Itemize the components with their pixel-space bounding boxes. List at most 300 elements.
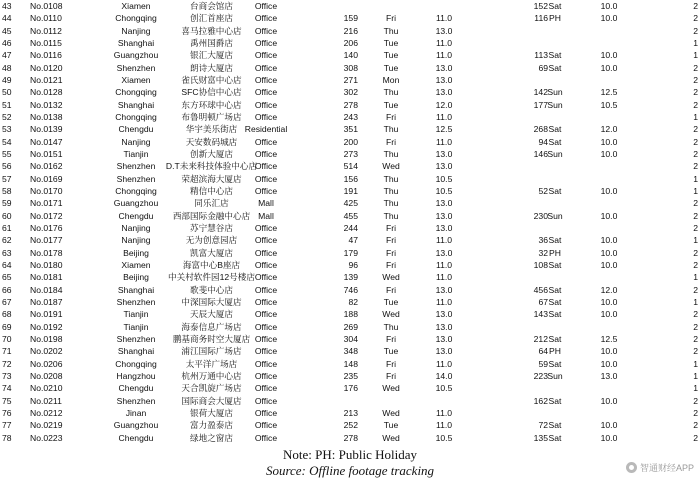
cell-weekday-1: Wed — [382, 272, 400, 283]
cell-store-name: 海泰信息广场店 — [181, 321, 242, 332]
cell-row-index: 65 — [2, 272, 12, 283]
cell-store-number: No.0151 — [30, 148, 63, 159]
cell-store-number: No.0198 — [30, 333, 63, 344]
cell-store-type: Mall — [258, 198, 274, 209]
table-row — [0, 345, 700, 357]
cell-hours-1: 13.0 — [435, 210, 453, 221]
cell-count: 2 — [693, 247, 698, 258]
cell-store-name: 绿地之窗店 — [190, 432, 233, 443]
cell-footage-count-1: 235 — [343, 370, 358, 381]
cell-row-index: 46 — [2, 37, 12, 48]
cell-weekday-1: Fri — [385, 284, 397, 295]
cell-store-number: No.0112 — [30, 25, 62, 36]
table-row — [0, 247, 700, 259]
cell-footage-count-2: 230 — [533, 210, 548, 221]
cell-store-name: 创新大厦店 — [190, 148, 233, 159]
table-row — [0, 148, 700, 160]
cell-count: 2 — [693, 333, 698, 344]
cell-city: Nanjing — [121, 235, 151, 246]
cell-store-type: Office — [254, 235, 278, 246]
cell-weekday-1: Fri — [385, 259, 397, 270]
cell-row-index: 45 — [2, 25, 12, 36]
cell-hours-2: 12.0 — [600, 284, 618, 295]
cell-store-number: No.0170 — [30, 185, 63, 196]
watermark-logo-icon — [626, 462, 637, 473]
cell-hours-2: 10.0 — [600, 358, 618, 369]
cell-city: Guangzhou — [113, 50, 159, 61]
cell-footage-count-1: 278 — [343, 99, 358, 110]
cell-weekday-2: Sat — [548, 309, 562, 320]
cell-store-name: 银荷大厦店 — [190, 407, 233, 418]
cell-store-name: 天安数码城店 — [185, 136, 238, 147]
cell-footage-count-1: 351 — [343, 124, 358, 135]
cell-hours-1: 12.5 — [435, 124, 453, 135]
cell-store-name: 东方环球中心店 — [181, 99, 242, 110]
cell-store-number: No.0171 — [30, 198, 63, 209]
cell-store-name: 鹏基商务时空大厦店 — [172, 333, 251, 344]
cell-hours-1: 11.0 — [435, 136, 453, 147]
cell-hours-1: 14.0 — [435, 370, 453, 381]
cell-city: Chongqing — [115, 185, 157, 196]
cell-store-number: No.0120 — [30, 62, 63, 73]
cell-store-number: No.0192 — [30, 321, 63, 332]
cell-city: Chongqing — [115, 111, 157, 122]
cell-store-name: 创汇首座店 — [190, 13, 233, 24]
cell-weekday-2: Sat — [548, 136, 562, 147]
cell-count: 2 — [693, 210, 698, 221]
cell-count: 1 — [693, 296, 698, 307]
cell-row-index: 77 — [2, 420, 12, 431]
cell-count: 2 — [693, 420, 698, 431]
table-row — [0, 0, 700, 12]
cell-weekday-1: Fri — [385, 136, 397, 147]
cell-hours-2: 10.0 — [600, 309, 618, 320]
cell-footage-count-2: 59 — [538, 358, 548, 369]
cell-row-index: 75 — [2, 395, 12, 406]
cell-weekday-1: Thu — [383, 25, 399, 36]
cell-city: Shenzhen — [116, 161, 156, 172]
cell-weekday-1: Thu — [383, 210, 399, 221]
cell-hours-2: 10.0 — [600, 185, 618, 196]
cell-store-type: Office — [254, 420, 278, 431]
cell-store-name: 西部国际金融中心店 — [172, 210, 251, 221]
cell-weekday-1: Fri — [385, 222, 397, 233]
cell-store-name: 浦江国际广场店 — [181, 346, 242, 357]
cell-store-number: No.0178 — [30, 247, 63, 258]
cell-count: 1 — [693, 185, 698, 196]
cell-city: Guangzhou — [113, 198, 159, 209]
cell-footage-count-2: 32 — [538, 247, 548, 258]
cell-footage-count-1: 156 — [343, 173, 358, 184]
cell-hours-1: 13.0 — [435, 333, 453, 344]
cell-footage-count-1: 47 — [348, 235, 358, 246]
cell-city: Jinan — [125, 407, 147, 418]
cell-store-name: 国际商会大厦店 — [181, 395, 242, 406]
cell-count: 1 — [693, 358, 698, 369]
cell-footage-count-2: 268 — [533, 124, 548, 135]
cell-row-index: 68 — [2, 309, 12, 320]
cell-store-number: No.0110 — [30, 13, 62, 24]
cell-count: 1 — [693, 50, 698, 61]
cell-footage-count-1: 148 — [343, 358, 358, 369]
cell-count: 2 — [693, 136, 698, 147]
cell-footage-count-2: 223 — [533, 370, 548, 381]
table-note: Note: PH: Public Holiday — [283, 447, 417, 462]
cell-hours-2: 12.5 — [600, 333, 618, 344]
cell-weekday-1: Fri — [385, 235, 397, 246]
cell-store-number: No.0162 — [30, 161, 63, 172]
cell-row-index: 61 — [2, 222, 12, 233]
cell-count: 2 — [693, 62, 698, 73]
cell-footage-count-1: 139 — [343, 272, 358, 283]
cell-weekday-2: Sat — [548, 395, 562, 406]
cell-city: Shanghai — [117, 346, 155, 357]
cell-row-index: 60 — [2, 210, 12, 221]
cell-count: 1 — [693, 272, 698, 283]
cell-hours-2: 10.0 — [600, 395, 618, 406]
cell-hours-1: 11.0 — [435, 358, 453, 369]
cell-count: 2 — [693, 87, 698, 98]
cell-store-type: Office — [254, 395, 278, 406]
cell-footage-count-1: 96 — [348, 259, 358, 270]
cell-store-type: Office — [254, 383, 278, 394]
cell-city: Chengdu — [118, 383, 154, 394]
cell-footage-count-1: 206 — [343, 37, 358, 48]
table-row — [0, 74, 700, 86]
cell-hours-1: 10.5 — [435, 185, 453, 196]
cell-footage-count-2: 143 — [533, 309, 548, 320]
cell-weekday-1: Fri — [385, 333, 397, 344]
cell-count: 2 — [693, 395, 698, 406]
cell-store-number: No.0108 — [30, 1, 63, 11]
cell-hours-1: 11.0 — [435, 407, 453, 418]
table-row — [0, 49, 700, 61]
cell-store-name: 杭州万通中心店 — [181, 370, 242, 381]
cell-hours-1: 10.5 — [435, 173, 453, 184]
cell-count: 2 — [693, 74, 698, 85]
cell-city: Beijing — [123, 272, 149, 283]
cell-row-index: 50 — [2, 87, 12, 98]
cell-city: Chengdu — [118, 124, 154, 135]
cell-footage-count-2: 113 — [534, 50, 548, 61]
cell-city: Xiamen — [121, 74, 151, 85]
cell-footage-count-2: 94 — [538, 136, 548, 147]
cell-row-index: 63 — [2, 247, 12, 258]
cell-row-index: 53 — [2, 124, 12, 135]
cell-hours-2: 10.0 — [600, 50, 618, 61]
cell-weekday-2: Sat — [548, 1, 562, 11]
table-row — [0, 333, 700, 345]
cell-count: 2 — [693, 432, 698, 443]
cell-city: Chongqing — [115, 358, 157, 369]
cell-city: Hangzhou — [116, 370, 156, 381]
cell-weekday-1: Tue — [383, 62, 399, 73]
cell-weekday-2: Sun — [547, 87, 563, 98]
table-row — [0, 271, 700, 283]
cell-footage-count-2: 142 — [533, 87, 548, 98]
table-row — [0, 99, 700, 111]
cell-city: Xiamen — [121, 259, 151, 270]
table-row — [0, 185, 700, 197]
cell-count: 1 — [693, 173, 698, 184]
cell-city: Shenzhen — [116, 173, 156, 184]
cell-store-type: Office — [254, 62, 278, 73]
cell-city: Chengdu — [118, 210, 154, 221]
table-row — [0, 37, 700, 49]
cell-hours-1: 13.0 — [435, 346, 453, 357]
cell-store-type: Residential — [244, 124, 288, 135]
cell-row-index: 49 — [2, 74, 12, 85]
table-row — [0, 321, 700, 333]
cell-weekday-2: Sat — [548, 333, 562, 344]
cell-store-type: Office — [254, 99, 278, 110]
cell-footage-count-1: 216 — [343, 25, 358, 36]
cell-store-name: 喜马拉雅中心店 — [181, 25, 242, 36]
cell-weekday-2: Sun — [547, 99, 563, 110]
cell-weekday-2: PH — [549, 346, 561, 357]
cell-store-name: 精信中心店 — [190, 185, 233, 196]
cell-city: Xiamen — [121, 1, 151, 11]
cell-count: 2 — [693, 321, 698, 332]
cell-hours-2: 10.0 — [600, 247, 618, 258]
cell-count: 2 — [693, 309, 698, 320]
cell-weekday-1: Tue — [383, 50, 399, 61]
cell-store-number: No.0180 — [30, 259, 63, 270]
cell-footage-count-2: 116 — [534, 13, 548, 24]
cell-store-type: Office — [254, 296, 278, 307]
cell-count: 1 — [693, 235, 698, 246]
cell-hours-1: 11.0 — [435, 13, 453, 24]
cell-row-index: 56 — [2, 161, 12, 172]
cell-hours-2: 12.0 — [600, 124, 618, 135]
cell-store-number: No.0181 — [30, 272, 63, 283]
cell-footage-count-1: 514 — [343, 161, 358, 172]
cell-footage-count-2: 69 — [538, 62, 548, 73]
cell-hours-1: 10.5 — [435, 432, 453, 443]
cell-count: 2 — [693, 124, 698, 135]
cell-store-number: No.0210 — [30, 383, 63, 394]
cell-city: Nanjing — [121, 25, 151, 36]
cell-city: Shanghai — [117, 37, 155, 48]
cell-store-type: Office — [254, 148, 278, 159]
cell-row-index: 67 — [2, 296, 12, 307]
cell-footage-count-2: 36 — [538, 235, 548, 246]
cell-store-name: 中深国际大厦店 — [181, 296, 242, 307]
cell-store-number: No.0208 — [30, 370, 63, 381]
cell-city: Beijing — [123, 247, 149, 258]
table-row — [0, 382, 700, 394]
cell-hours-1: 13.0 — [435, 25, 453, 36]
table-row — [0, 358, 700, 370]
cell-store-type: Office — [254, 173, 278, 184]
cell-weekday-1: Tue — [383, 99, 399, 110]
cell-store-type: Office — [254, 185, 278, 196]
cell-weekday-1: Tue — [383, 296, 399, 307]
cell-footage-count-1: 269 — [343, 321, 358, 332]
cell-store-name: 歌斐中心店 — [190, 284, 233, 295]
cell-footage-count-1: 179 — [343, 247, 358, 258]
cell-count: 2 — [693, 198, 698, 209]
cell-store-type: Office — [254, 259, 278, 270]
cell-weekday-1: Thu — [383, 173, 399, 184]
cell-store-number: No.0206 — [30, 358, 63, 369]
cell-city: Guangzhou — [113, 420, 159, 431]
cell-hours-1: 11.0 — [435, 259, 453, 270]
cell-store-number: No.0176 — [30, 222, 63, 233]
cell-weekday-1: Wed — [382, 383, 400, 394]
cell-store-number: No.0147 — [30, 136, 63, 147]
cell-row-index: 72 — [2, 358, 12, 369]
cell-store-number: No.0202 — [30, 346, 63, 357]
table-row — [0, 395, 700, 407]
cell-store-name: 天合凯旋广场店 — [181, 383, 242, 394]
cell-footage-count-1: 176 — [343, 383, 358, 394]
cell-weekday-1: Thu — [383, 198, 399, 209]
cell-city: Chongqing — [115, 87, 157, 98]
cell-weekday-2: Sat — [548, 50, 562, 61]
cell-footage-count-1: 213 — [343, 407, 358, 418]
cell-hours-1: 13.0 — [435, 247, 453, 258]
cell-row-index: 71 — [2, 346, 12, 357]
cell-footage-count-1: 200 — [343, 136, 358, 147]
cell-footage-count-1: 159 — [343, 13, 358, 24]
cell-footage-count-2: 152 — [533, 1, 548, 11]
cell-count: 2 — [693, 407, 698, 418]
cell-hours-1: 13.0 — [435, 62, 453, 73]
cell-store-number: No.0169 — [30, 173, 63, 184]
cell-store-name: 无为创意园店 — [185, 235, 238, 246]
cell-weekday-1: Wed — [382, 161, 400, 172]
cell-hours-2: 10.0 — [600, 1, 618, 11]
cell-store-name: 富力盈泰店 — [190, 420, 233, 431]
cell-store-type: Office — [254, 333, 278, 344]
cell-hours-1: 13.0 — [435, 87, 453, 98]
cell-footage-count-1: 273 — [343, 148, 358, 159]
cell-store-type: Office — [254, 161, 278, 172]
cell-store-name: 太平洋广场店 — [185, 358, 238, 369]
cell-weekday-2: Sat — [548, 62, 562, 73]
cell-footage-count-1: 191 — [343, 185, 358, 196]
cell-footage-count-1: 304 — [343, 333, 358, 344]
cell-row-index: 47 — [2, 50, 12, 61]
cell-store-number: No.0212 — [30, 407, 63, 418]
cell-city: Chengdu — [118, 432, 154, 443]
cell-row-index: 44 — [2, 13, 12, 24]
cell-store-type: Office — [254, 87, 278, 98]
cell-row-index: 69 — [2, 321, 12, 332]
cell-store-name: 海富中心B座店 — [182, 259, 241, 270]
cell-row-index: 70 — [2, 333, 12, 344]
cell-count: 2 — [693, 284, 698, 295]
table-row — [0, 296, 700, 308]
cell-row-index: 48 — [2, 62, 12, 73]
cell-store-type: Office — [254, 309, 278, 320]
cell-store-type: Office — [254, 247, 278, 258]
cell-store-name: D.T未来科技体验中心店 — [165, 161, 258, 172]
cell-footage-count-2: 64 — [538, 346, 548, 357]
cell-store-name: 天辰大厦店 — [190, 309, 233, 320]
cell-weekday-2: Sat — [548, 185, 562, 196]
table-row — [0, 86, 700, 98]
cell-hours-1: 11.0 — [435, 420, 453, 431]
cell-hours-1: 11.0 — [435, 50, 453, 61]
cell-row-index: 55 — [2, 148, 12, 159]
cell-row-index: 66 — [2, 284, 12, 295]
cell-hours-1: 11.0 — [435, 235, 453, 246]
table-row — [0, 136, 700, 148]
cell-weekday-2: Sat — [548, 124, 562, 135]
table-row — [0, 12, 700, 24]
table-row — [0, 62, 700, 74]
cell-footage-count-2: 52 — [538, 185, 548, 196]
cell-store-number: No.0128 — [30, 87, 63, 98]
cell-weekday-1: Fri — [385, 111, 397, 122]
cell-footage-count-1: 82 — [348, 296, 358, 307]
cell-store-type: Office — [254, 321, 278, 332]
cell-store-type: Office — [254, 272, 278, 283]
cell-store-name: 华宇美乐街店 — [185, 124, 238, 135]
cell-store-number: No.0116 — [30, 50, 62, 61]
cell-footage-count-1: 278 — [343, 432, 358, 443]
cell-store-number: No.0177 — [30, 235, 63, 246]
table-row — [0, 25, 700, 37]
cell-store-name: 荣超滨海大厦店 — [181, 173, 242, 184]
cell-footage-count-2: 72 — [538, 420, 548, 431]
cell-row-index: 57 — [2, 173, 12, 184]
table-row — [0, 210, 700, 222]
cell-weekday-1: Wed — [382, 407, 400, 418]
cell-city: Chongqing — [115, 13, 157, 24]
cell-footage-count-2: 456 — [533, 284, 548, 295]
cell-count: 1 — [693, 111, 698, 122]
cell-weekday-2: Sun — [547, 210, 563, 221]
cell-hours-1: 13.0 — [435, 284, 453, 295]
cell-store-type: Office — [254, 432, 278, 443]
cell-count: 2 — [693, 161, 698, 172]
cell-store-number: No.0223 — [30, 432, 63, 443]
cell-store-number: No.0132 — [30, 99, 63, 110]
cell-weekday-2: Sat — [548, 284, 562, 295]
cell-footage-count-1: 348 — [343, 346, 358, 357]
cell-store-type: Office — [254, 407, 278, 418]
cell-row-index: 73 — [2, 370, 12, 381]
table-row — [0, 197, 700, 209]
cell-count: 1 — [693, 383, 698, 394]
cell-hours-2: 10.0 — [600, 259, 618, 270]
cell-weekday-1: Fri — [385, 358, 397, 369]
cell-hours-1: 13.0 — [435, 74, 453, 85]
cell-store-type: Office — [254, 284, 278, 295]
cell-store-type: Office — [254, 222, 278, 233]
cell-footage-count-2: 212 — [533, 333, 548, 344]
cell-hours-1: 11.0 — [435, 272, 453, 283]
cell-city: Nanjing — [121, 222, 151, 233]
cell-footage-count-2: 67 — [538, 296, 548, 307]
cell-weekday-1: Fri — [385, 13, 397, 24]
cell-store-name: 台商会馆店 — [190, 1, 233, 11]
cell-count: 2 — [693, 25, 698, 36]
table-row — [0, 370, 700, 382]
cell-store-number: No.0121 — [30, 74, 63, 85]
cell-hours-2: 10.0 — [600, 62, 618, 73]
cell-row-index: 52 — [2, 111, 12, 122]
cell-weekday-1: Fri — [385, 370, 397, 381]
cell-weekday-1: Tue — [383, 420, 399, 431]
cell-hours-1: 11.0 — [435, 111, 453, 122]
cell-footage-count-1: 252 — [343, 420, 358, 431]
cell-store-number: No.0184 — [30, 284, 63, 295]
cell-store-type: Office — [254, 370, 278, 381]
